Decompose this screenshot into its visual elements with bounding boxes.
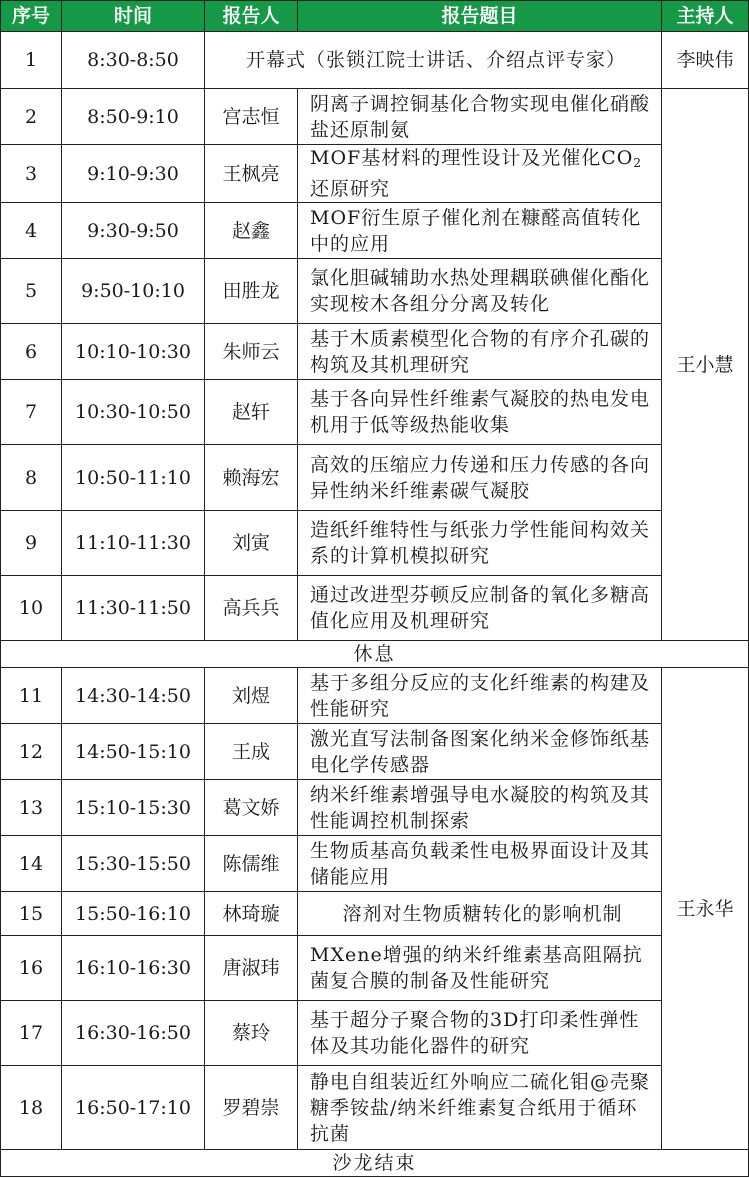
row-speaker: 葛文娇 [205, 780, 298, 836]
row-speaker: 赵轩 [205, 380, 298, 445]
row-time: 11:30-11:50 [62, 576, 205, 641]
row-topic: 阴离子调控铜基化合物实现电催化硝酸盐还原制氨 [298, 89, 662, 145]
row-topic [298, 145, 662, 203]
row-no: 6 [1, 324, 62, 380]
row-no: 7 [1, 380, 62, 445]
row-no: 11 [1, 668, 62, 724]
row-topic: MOF衍生原子催化剂在糠醛高值转化中的应用 [298, 203, 662, 259]
row-speaker: 高兵兵 [205, 576, 298, 641]
row-topic: 生物质基高负载柔性电极界面设计及其储能应用 [298, 836, 662, 892]
header-time: 时间 [62, 1, 205, 32]
row-time: 9:30-9:50 [62, 203, 205, 259]
end-row [1, 1150, 749, 1177]
header-topic: 报告题目 [298, 1, 662, 32]
table-row [1, 203, 749, 259]
row-topic: MXene增强的纳米纤维素基高阻隔抗菌复合膜的制备及性能研究 [298, 936, 662, 1001]
row-topic: 通过改进型芬顿反应制备的氧化多糖高值化应用及机理研究 [298, 576, 662, 641]
header-host: 主持人 [662, 1, 749, 32]
topic-part: MOF基材料的理性设计及光催化CO [310, 147, 634, 169]
header-row [1, 1, 749, 32]
row-topic: 纳米纤维素增强导电水凝胶的构筑及其性能调控机制探索 [298, 780, 662, 836]
row-no: 16 [1, 936, 62, 1001]
break-label: 休息 [1, 641, 749, 668]
row-topic: 静电自组装近红外响应二硫化钼@壳聚糖季铵盐/纳米纤维素复合纸用于循环抗菌 [298, 1066, 662, 1150]
row-speaker: 王成 [205, 724, 298, 780]
row-no: 2 [1, 89, 62, 145]
topic-part: 还原研究 [310, 178, 391, 200]
row-speaker: 刘煜 [205, 668, 298, 724]
table-row [1, 324, 749, 380]
header-no: 序号 [1, 1, 62, 32]
row-speaker: 宫志恒 [205, 89, 298, 145]
row-no: 18 [1, 1066, 62, 1150]
row-topic: 基于各向异性纤维素气凝胶的热电发电机用于低等级热能收集 [298, 380, 662, 445]
row-speaker: 赵鑫 [205, 203, 298, 259]
table-row [1, 780, 749, 836]
row-speaker: 陈儒维 [205, 836, 298, 892]
row-no: 3 [1, 145, 62, 203]
row-no: 9 [1, 511, 62, 576]
row-topic: 基于木质素模型化合物的有序介孔碳的构筑及其机理研究 [298, 324, 662, 380]
row-no: 4 [1, 203, 62, 259]
row-speaker: 田胜龙 [205, 259, 298, 324]
table-row [1, 1001, 749, 1066]
row-no: 15 [1, 892, 62, 936]
row-speaker: 赖海宏 [205, 445, 298, 511]
host-opening: 李映伟 [662, 32, 749, 89]
table-row [1, 259, 749, 324]
row-speaker: 林琦璇 [205, 892, 298, 936]
table-row [1, 445, 749, 511]
table-row [1, 89, 749, 145]
row-time: 9:10-9:30 [62, 145, 205, 203]
row-time: 16:30-16:50 [62, 1001, 205, 1066]
table-row [1, 380, 749, 445]
end-label: 沙龙结束 [1, 1150, 749, 1177]
row-time: 10:30-10:50 [62, 380, 205, 445]
row-time: 16:50-17:10 [62, 1066, 205, 1150]
row-time: 16:10-16:30 [62, 936, 205, 1001]
row-time: 14:30-14:50 [62, 668, 205, 724]
table-row [1, 836, 749, 892]
host-morning: 王小慧 [662, 89, 749, 641]
row-topic: 基于多组分反应的支化纤维素的构建及性能研究 [298, 668, 662, 724]
row-time: 10:10-10:30 [62, 324, 205, 380]
row-topic: 溶剂对生物质糖转化的影响机制 [298, 892, 662, 936]
row-no: 12 [1, 724, 62, 780]
row-topic: 高效的压缩应力传递和压力传感的各向异性纳米纤维素碳气凝胶 [298, 445, 662, 511]
row-time: 8:50-9:10 [62, 89, 205, 145]
row-time: 11:10-11:30 [62, 511, 205, 576]
table-row [1, 32, 749, 89]
table-row [1, 511, 749, 576]
row-speaker: 罗碧崇 [205, 1066, 298, 1150]
row-speaker: 蔡玲 [205, 1001, 298, 1066]
row-no: 17 [1, 1001, 62, 1066]
row-time: 15:30-15:50 [62, 836, 205, 892]
row-time: 8:30-8:50 [62, 32, 205, 89]
row-topic: 造纸纤维特性与纸张力学性能间构效关系的计算机模拟研究 [298, 511, 662, 576]
table-row [1, 576, 749, 641]
row-time: 9:50-10:10 [62, 259, 205, 324]
table-row [1, 1066, 749, 1150]
header-speaker: 报告人 [205, 1, 298, 32]
row-no: 5 [1, 259, 62, 324]
row-time: 15:50-16:10 [62, 892, 205, 936]
row-speaker: 王枫亮 [205, 145, 298, 203]
topic-subscript: 2 [633, 156, 642, 170]
row-no: 13 [1, 780, 62, 836]
row-time: 14:50-15:10 [62, 724, 205, 780]
table-row [1, 936, 749, 1001]
row-speaker: 朱师云 [205, 324, 298, 380]
table-row [1, 892, 749, 936]
table-row [1, 145, 749, 203]
row-time: 10:50-11:10 [62, 445, 205, 511]
row-topic: 开幕式（张锁江院士讲话、介绍点评专家） [205, 32, 662, 89]
row-no: 10 [1, 576, 62, 641]
row-no: 8 [1, 445, 62, 511]
row-speaker: 唐淑玮 [205, 936, 298, 1001]
row-no: 1 [1, 32, 62, 89]
row-topic: 激光直写法制备图案化纳米金修饰纸基电化学传感器 [298, 724, 662, 780]
row-no: 14 [1, 836, 62, 892]
row-speaker: 刘寅 [205, 511, 298, 576]
table-row [1, 724, 749, 780]
row-topic: 氯化胆碱辅助水热处理耦联碘催化酯化实现桉木各组分分离及转化 [298, 259, 662, 324]
host-afternoon: 王永华 [662, 668, 749, 1150]
row-time: 15:10-15:30 [62, 780, 205, 836]
break-row [1, 641, 749, 668]
row-topic: 基于超分子聚合物的3D打印柔性弹性体及其功能化器件的研究 [298, 1001, 662, 1066]
table-row [1, 668, 749, 724]
